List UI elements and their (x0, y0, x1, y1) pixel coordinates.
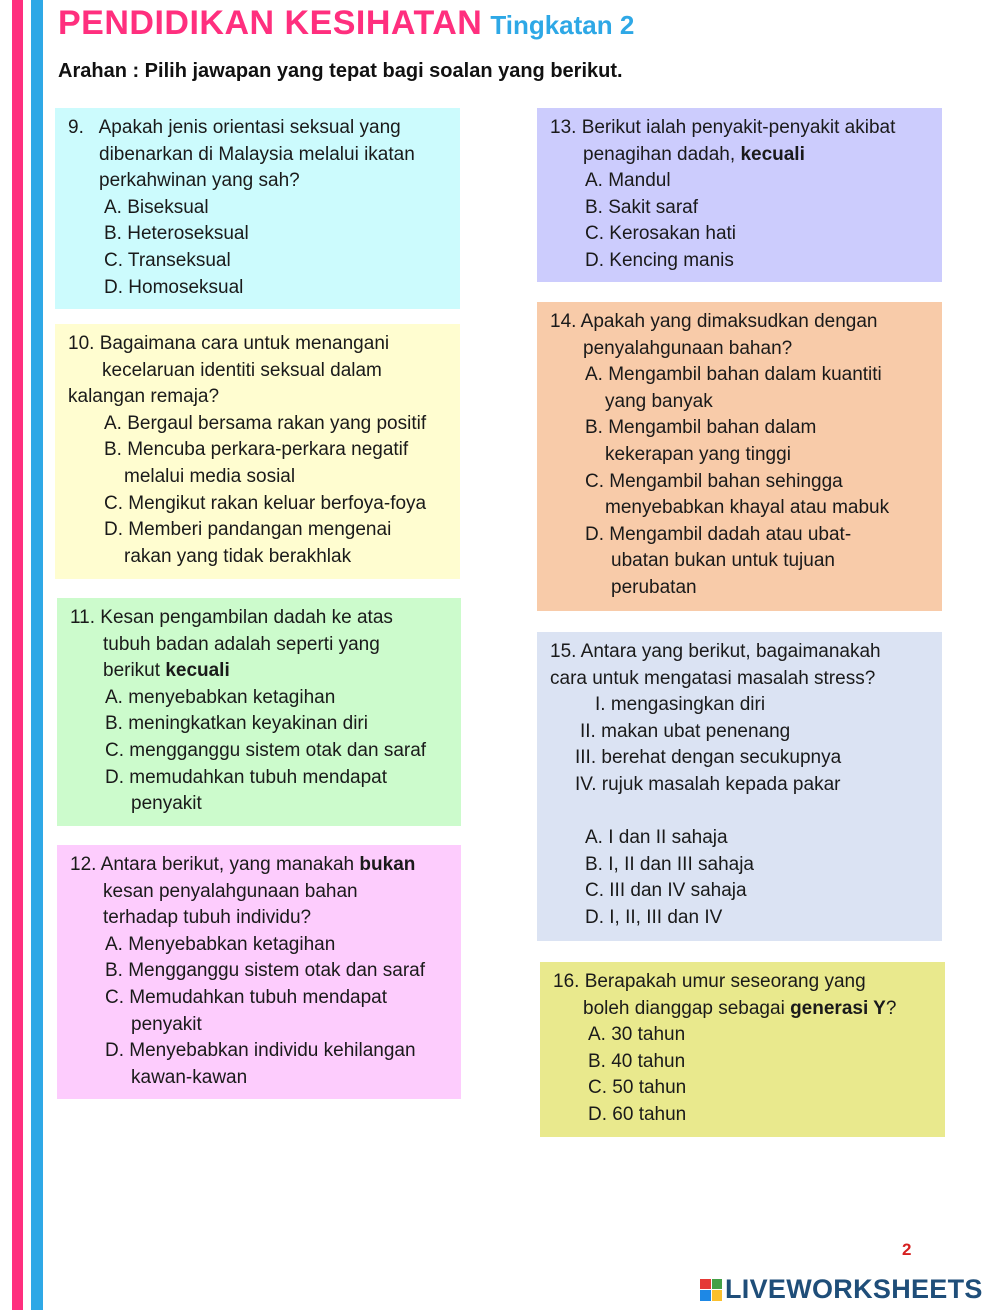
question-13-box (537, 108, 942, 282)
question-12-text (70, 852, 461, 879)
question-11-text: 11. Kesan pengambilan dadah ke atas (70, 607, 393, 628)
question-15-statement-iv: IV. rujuk masalah kepada pakar (575, 773, 841, 795)
question-9-text: 9. Apakah jenis orientasi seksual yang (68, 117, 401, 138)
question-14-option-a[interactable]: A. Mengambil bahan dalam kuantiti (585, 364, 882, 386)
liveworksheets-logo[interactable] (700, 1274, 983, 1305)
question-12-box (57, 845, 461, 1099)
question-10-option-a[interactable]: A. Bergaul bersama rakan yang positif (104, 412, 427, 434)
left-blue-stripe (31, 0, 43, 1310)
question-15-text: 15. Antara yang berikut, bagaimanakah (550, 641, 881, 662)
page-title (58, 4, 634, 43)
question-12-option-b[interactable]: B. Mengganggu sistem otak dan saraf (105, 960, 426, 982)
question-14-option-b[interactable]: B. Mengambil bahan dalam (585, 417, 817, 439)
question-13-text: 13. Berikut ialah penyakit-penyakit akibat (550, 117, 896, 138)
question-15-text: cara untuk mengatasi masalah stress? (550, 667, 876, 689)
question-12-option-d[interactable]: D. Menyebabkan individu kehilangan (105, 1040, 416, 1062)
question-16-option-b[interactable]: B. 40 tahun (588, 1050, 686, 1072)
question-13-text (550, 142, 942, 169)
question-14-option-d-cont[interactable]: perubatan (611, 576, 697, 598)
question-9-box (55, 108, 460, 309)
question-10-option-b[interactable]: B. Mencuba perkara-perkara negatif (104, 439, 409, 461)
question-16-option-a[interactable]: A. 30 tahun (588, 1024, 686, 1046)
question-15-option-d[interactable]: D. I, II, III dan IV (585, 906, 723, 928)
question-11-option-c[interactable]: C. mengganggu sistem otak dan saraf (105, 739, 427, 761)
left-pink-stripe (12, 0, 23, 1310)
question-14-text: penyalahgunaan bahan? (583, 337, 793, 359)
question-15-option-c[interactable]: C. III dan IV sahaja (585, 880, 747, 902)
question-12-emphasis: bukan (359, 854, 416, 875)
liveworksheets-logo-icon (700, 1279, 722, 1301)
question-11-box (57, 598, 461, 826)
question-15-box (537, 632, 942, 941)
title-subtitle: Tingkatan 2 (490, 10, 635, 40)
question-11-option-d[interactable]: D. memudahkan tubuh mendapat (105, 766, 388, 788)
question-12-option-a[interactable]: A. Menyebabkan ketagihan (105, 933, 336, 955)
question-15-statement-iii: III. berehat dengan secukupnya (575, 747, 842, 769)
question-10-text: kecelaruan identiti seksual dalam (102, 359, 382, 381)
question-13-emphasis: kecuali (740, 143, 805, 165)
question-11-text (70, 658, 461, 685)
question-10-option-b-cont[interactable]: melalui media sosial (124, 465, 296, 487)
question-16-emphasis: generasi Y (790, 997, 886, 1019)
question-14-option-a-cont[interactable]: yang banyak (605, 390, 713, 412)
question-15-option-a[interactable]: A. I dan II sahaja (585, 827, 728, 849)
question-16-option-c[interactable]: C. 50 tahun (588, 1077, 687, 1099)
liveworksheets-brand-text: LIVEWORKSHEETS (725, 1274, 983, 1304)
question-15-statement-i: I. mengasingkan diri (595, 694, 766, 716)
question-16-text: 16. Berapakah umur seseorang yang (553, 971, 866, 992)
question-16-option-d[interactable]: D. 60 tahun (588, 1103, 687, 1125)
question-10-box (55, 324, 460, 579)
page-number: 2 (902, 1240, 912, 1259)
question-13-option-d[interactable]: D. Kencing manis (585, 249, 734, 271)
question-10-text: 10. Bagaimana cara untuk menangani (68, 333, 390, 354)
question-16-text (553, 996, 945, 1023)
question-14-text: 14. Apakah yang dimaksudkan dengan (550, 311, 878, 332)
question-11-text-part: berikut (103, 660, 166, 682)
question-9-option-b[interactable]: B. Heteroseksual (104, 223, 249, 245)
question-12-option-c[interactable]: C. Memudahkan tubuh mendapat (105, 986, 388, 1008)
title-main: PENDIDIKAN KESIHATAN (58, 4, 483, 42)
question-16-box (540, 962, 945, 1137)
question-9-text: perkahwinan yang sah? (99, 170, 300, 192)
spacer (550, 799, 942, 826)
question-13-option-b[interactable]: B. Sakit saraf (585, 196, 698, 218)
question-13-option-c[interactable]: C. Kerosakan hati (585, 223, 737, 245)
instruction-text: Arahan : Pilih jawapan yang tepat bagi soalan yang berikut. (58, 60, 623, 82)
question-12-option-d-cont[interactable]: kawan-kawan (131, 1066, 248, 1088)
question-13-option-a[interactable]: A. Mandul (585, 170, 671, 192)
question-10-option-d[interactable]: D. Memberi pandangan mengenai (104, 519, 392, 541)
question-15-option-b[interactable]: B. I, II dan III sahaja (585, 853, 754, 875)
question-16-text-part: ? (885, 997, 897, 1019)
question-12-option-c-cont[interactable]: penyakit (131, 1013, 202, 1035)
question-9-text: dibenarkan di Malaysia melalui ikatan (99, 143, 415, 165)
question-14-option-b-cont[interactable]: kekerapan yang tinggi (605, 443, 791, 465)
question-12-text-part: 12. Antara berikut, yang manakah (70, 854, 360, 875)
question-14-box (537, 302, 942, 611)
question-11-option-d-cont[interactable]: penyakit (131, 793, 202, 815)
question-14-option-d[interactable]: D. Mengambil dadah atau ubat- (585, 523, 852, 545)
question-9-option-c[interactable]: C. Transeksual (104, 249, 231, 271)
question-14-option-c[interactable]: C. Mengambil bahan sehingga (585, 470, 843, 492)
question-12-text: kesan penyalahgunaan bahan (103, 880, 358, 902)
question-14-option-c-cont[interactable]: menyebabkan khayal atau mabuk (605, 497, 890, 519)
question-11-text: tubuh badan adalah seperti yang (103, 633, 380, 655)
question-10-text: kalangan remaja? (68, 386, 220, 408)
question-16-text-part: boleh dianggap sebagai (583, 997, 791, 1019)
question-9-option-a[interactable]: A. Biseksual (104, 196, 209, 218)
question-11-option-b[interactable]: B. meningkatkan keyakinan diri (105, 713, 368, 735)
question-11-emphasis: kecuali (165, 660, 230, 682)
question-12-text: terhadap tubuh individu? (103, 907, 312, 929)
question-10-option-c[interactable]: C. Mengikut rakan keluar berfoya-foya (104, 492, 427, 514)
question-10-option-d-cont[interactable]: rakan yang tidak berakhlak (124, 545, 352, 567)
question-11-option-a[interactable]: A. menyebabkan ketagihan (105, 686, 336, 708)
question-15-statement-ii: II. makan ubat penenang (580, 720, 791, 742)
question-14-option-d-cont[interactable]: ubatan bukan untuk tujuan (611, 550, 835, 572)
question-9-option-d[interactable]: D. Homoseksual (104, 276, 244, 298)
question-13-text-part: penagihan dadah, (583, 143, 741, 165)
